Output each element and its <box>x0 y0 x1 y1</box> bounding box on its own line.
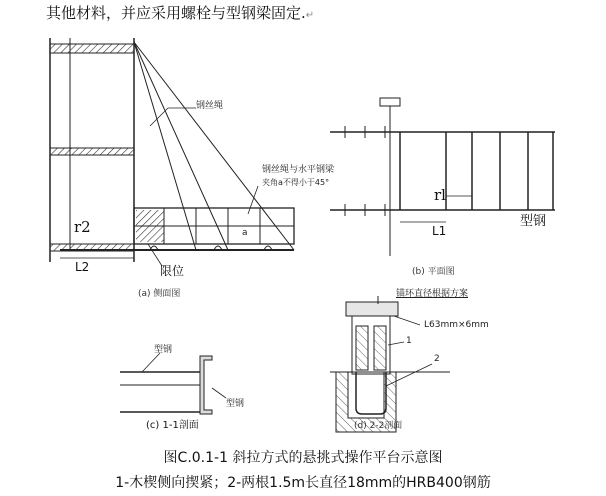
label-r2: r2 <box>74 218 91 236</box>
label-item-1: 1 <box>406 336 412 346</box>
label-wire-rope: 钢丝绳 <box>196 101 224 111</box>
label-angle-note: 夹角a不得小于45° <box>262 178 330 187</box>
label-stop: 限位 <box>160 264 185 278</box>
label-L1: L1 <box>432 224 447 238</box>
caption-c: (c) 1-1剖面 <box>146 420 199 431</box>
figure-note: 1-木楔侧向揳紧；2-两根1.5m长直径18mm的HRB400钢筋 <box>115 475 491 491</box>
label-item-2: 2 <box>434 354 440 364</box>
label-angle-steel: L63mm×6mm <box>424 320 489 330</box>
leader-line <box>142 353 160 372</box>
floor-slab <box>50 148 134 155</box>
label-section-steel: 型钢 <box>520 214 547 229</box>
wood-wedge <box>374 326 386 370</box>
label-steel-top: 型钢 <box>154 345 173 355</box>
floor-slab <box>50 44 134 53</box>
label-angle-a: a <box>242 228 248 238</box>
cap-plate <box>346 302 398 316</box>
label-angle-title: 钢丝绳与水平钢梁 <box>262 165 335 175</box>
caption-a: (a) 侧面图 <box>138 289 181 299</box>
figure-c-drawing <box>120 353 226 414</box>
leader-line <box>248 186 258 214</box>
plan-wall <box>380 98 400 106</box>
wood-wedge <box>356 326 368 370</box>
caption-b: (b) 平面图 <box>412 267 455 277</box>
leader-line <box>150 108 168 126</box>
anchor-ring <box>356 372 386 414</box>
figure-d-drawing <box>330 296 450 432</box>
label-anchor: 锚环直径根据方案 <box>396 289 469 299</box>
label-L2: L2 <box>75 260 90 274</box>
leader-line <box>394 316 420 325</box>
channel-steel <box>200 356 212 414</box>
intro-text-content: 其他材料，并应采用螺栓与型钢梁固定. <box>46 4 306 22</box>
return-mark: ↵ <box>305 10 315 21</box>
caption-d: (d) 2-2剖面 <box>354 421 403 431</box>
leader-line <box>212 388 226 398</box>
label-r1: rl <box>434 186 446 204</box>
label-steel-bottom: 型钢 <box>226 399 245 409</box>
figure-title: 图C.0.1-1 斜拉方式的悬挑式操作平台示意图 <box>163 450 443 466</box>
